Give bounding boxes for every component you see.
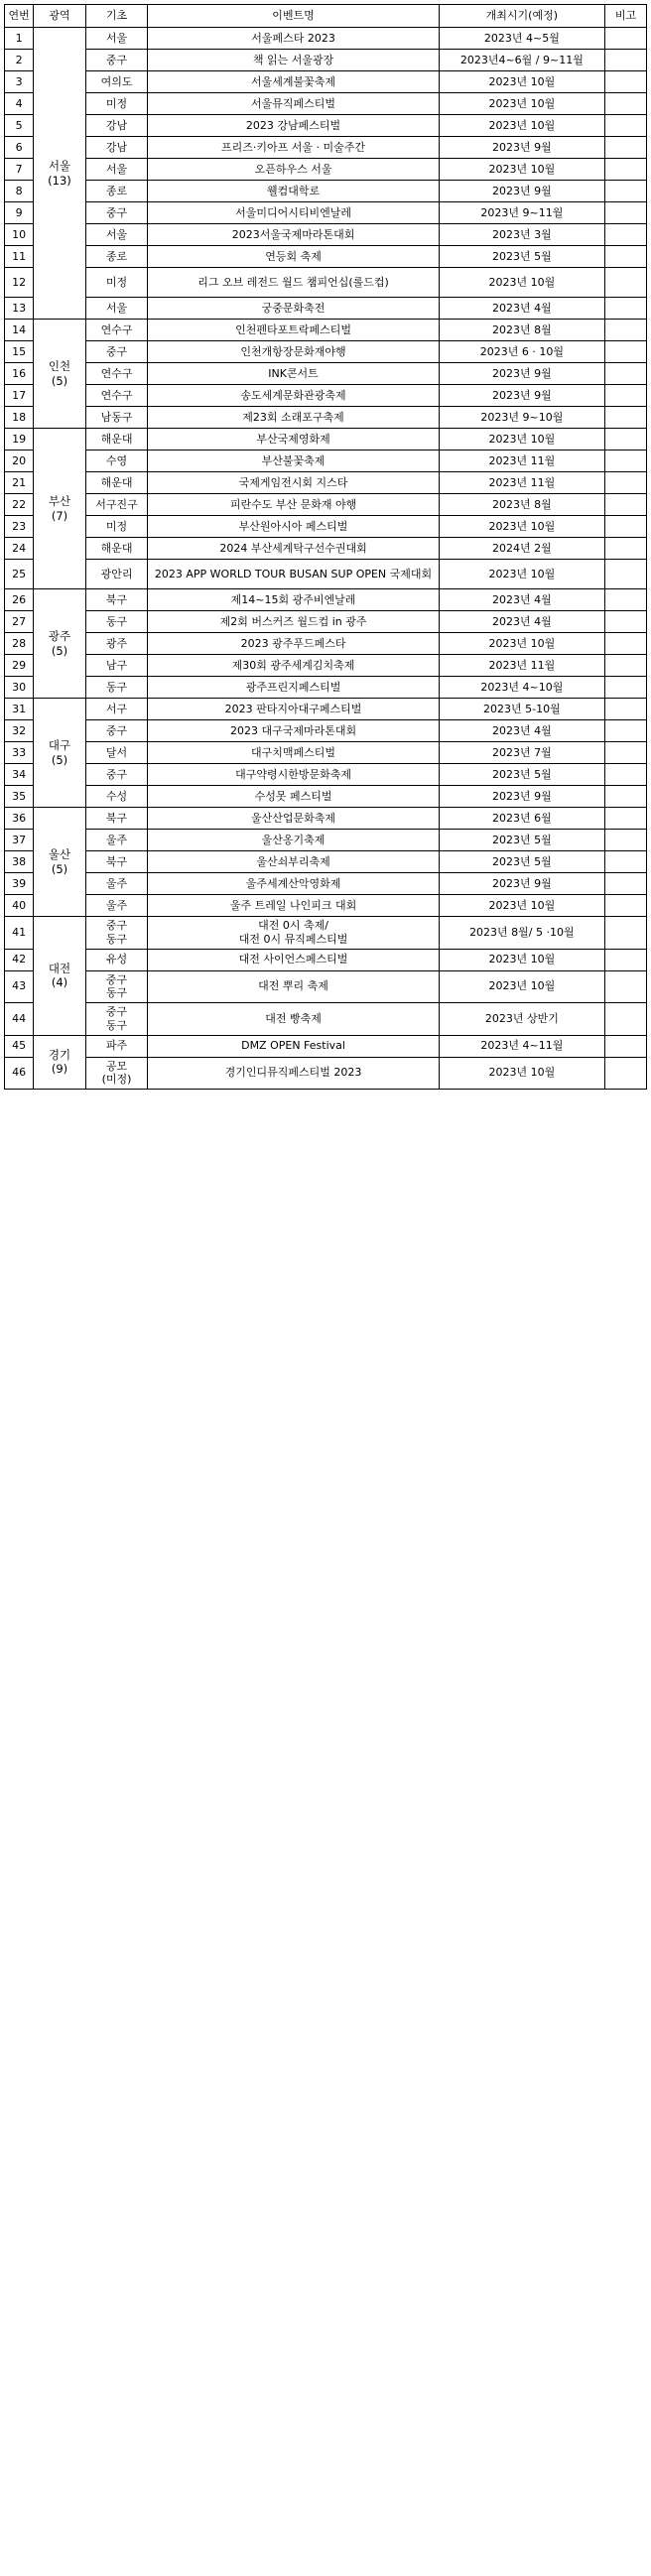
cell-date: 2023년 4~5월 [439,28,605,50]
table-row [5,28,647,50]
cell-date: 2023년 9월 [439,181,605,202]
table-row [5,764,647,786]
cell-date: 2023년 9월 [439,137,605,159]
cell-note [605,949,647,970]
cell-note [605,341,647,363]
cell-note [605,917,647,950]
cell-name: 서울페스타 2023 [148,28,439,50]
table-row [5,429,647,451]
table-row [5,1003,647,1036]
table-row [5,970,647,1003]
cell-no: 28 [5,633,34,655]
cell-local: 강남 [85,115,148,137]
cell-note [605,742,647,764]
cell-note [605,1057,647,1090]
cell-region: 부산 (7) [34,429,85,589]
cell-name: 수성못 페스티벌 [148,786,439,808]
cell-no: 7 [5,159,34,181]
cell-local: 미정 [85,516,148,538]
cell-name: 인천개항장문화재야행 [148,341,439,363]
cell-date: 2023년 8월 [439,494,605,516]
cell-local: 미정 [85,268,148,298]
cell-local: 종로 [85,181,148,202]
cell-local: 남구 [85,655,148,677]
cell-name: 인천펜타포트락페스티벌 [148,320,439,341]
table-row [5,71,647,93]
cell-name: 부산불꽃축제 [148,451,439,472]
cell-region: 인천 (5) [34,320,85,429]
cell-local: 중구 동구 [85,970,148,1003]
cell-note [605,246,647,268]
cell-no: 41 [5,917,34,950]
cell-local: 광안리 [85,560,148,589]
col-header-local: 기초 [85,5,148,28]
cell-note [605,895,647,917]
cell-date: 2023년 10월 [439,970,605,1003]
table-row [5,137,647,159]
cell-date: 2023년 4~11월 [439,1035,605,1057]
table-row [5,633,647,655]
table-row [5,1057,647,1090]
cell-no: 21 [5,472,34,494]
cell-no: 29 [5,655,34,677]
table-row [5,407,647,429]
cell-note [605,851,647,873]
table-row [5,93,647,115]
table-row [5,472,647,494]
cell-local: 해운대 [85,472,148,494]
cell-local: 여의도 [85,71,148,93]
cell-name: 울주세계산악영화제 [148,873,439,895]
table-row [5,181,647,202]
events-table [4,4,647,1090]
cell-name: DMZ OPEN Festival [148,1035,439,1057]
cell-date: 2023년 10월 [439,429,605,451]
cell-name: 울산옹기축제 [148,830,439,851]
cell-local: 공모 (미정) [85,1057,148,1090]
cell-region: 울산 (5) [34,808,85,917]
cell-date: 2023년 11월 [439,655,605,677]
table-row [5,202,647,224]
table-row [5,720,647,742]
cell-local: 북구 [85,851,148,873]
cell-no: 40 [5,895,34,917]
cell-no: 27 [5,611,34,633]
cell-note [605,764,647,786]
cell-date: 2023년 4월 [439,298,605,320]
cell-name: 연등회 축제 [148,246,439,268]
cell-date: 2023년 4월 [439,589,605,611]
cell-local: 북구 [85,589,148,611]
cell-name: 2023 판타지아대구페스티벌 [148,699,439,720]
cell-local: 수성 [85,786,148,808]
cell-name: 대구치맥페스티벌 [148,742,439,764]
cell-date: 2023년 6월 [439,808,605,830]
cell-local: 서구 [85,699,148,720]
cell-no: 38 [5,851,34,873]
cell-date: 2023년 10월 [439,1057,605,1090]
cell-no: 1 [5,28,34,50]
cell-date: 2023년 10월 [439,516,605,538]
cell-no: 26 [5,589,34,611]
table-row [5,560,647,589]
col-header-date: 개최시기(예정) [439,5,605,28]
table-row [5,363,647,385]
cell-local: 중구 [85,202,148,224]
cell-date: 2023년 9월 [439,363,605,385]
cell-note [605,611,647,633]
cell-local: 강남 [85,137,148,159]
cell-name: 울산쇠부리축제 [148,851,439,873]
cell-no: 44 [5,1003,34,1036]
cell-local: 달서 [85,742,148,764]
cell-date: 2023년 4월 [439,611,605,633]
cell-no: 37 [5,830,34,851]
cell-note [605,830,647,851]
table-row [5,895,647,917]
cell-name: 서울미디어시티비엔날레 [148,202,439,224]
cell-local: 미정 [85,93,148,115]
cell-local: 중구 [85,50,148,71]
cell-note [605,28,647,50]
table-body [5,28,647,1090]
cell-date: 2023년 상반기 [439,1003,605,1036]
cell-note [605,1035,647,1057]
table-row [5,224,647,246]
cell-date: 2023년 11월 [439,451,605,472]
cell-name: 2023 강남페스티벌 [148,115,439,137]
cell-name: 광주프린지페스티벌 [148,677,439,699]
cell-date: 2023년 10월 [439,560,605,589]
table-row [5,786,647,808]
cell-note [605,1003,647,1036]
cell-date: 2023년 5월 [439,830,605,851]
cell-note [605,320,647,341]
cell-local: 종로 [85,246,148,268]
table-row [5,851,647,873]
cell-no: 19 [5,429,34,451]
cell-date: 2024년 2월 [439,538,605,560]
cell-note [605,655,647,677]
cell-no: 20 [5,451,34,472]
cell-local: 동구 [85,611,148,633]
cell-note [605,472,647,494]
col-header-note: 비고 [605,5,647,28]
cell-note [605,50,647,71]
table-row [5,538,647,560]
cell-local: 서울 [85,224,148,246]
cell-no: 11 [5,246,34,268]
cell-name: 궁중문화축전 [148,298,439,320]
cell-note [605,202,647,224]
cell-name: 서울뮤직페스티벌 [148,93,439,115]
cell-name: 대구약령시한방문화축제 [148,764,439,786]
cell-date: 2023년 10월 [439,71,605,93]
cell-no: 31 [5,699,34,720]
cell-note [605,159,647,181]
table-row [5,611,647,633]
table-row [5,451,647,472]
cell-no: 34 [5,764,34,786]
table-row [5,1035,647,1057]
cell-name: 피란수도 부산 문화재 야행 [148,494,439,516]
table-row [5,677,647,699]
cell-name: 울주 트레일 나인피크 대회 [148,895,439,917]
table-row [5,268,647,298]
cell-name: 대전 뿌리 축제 [148,970,439,1003]
cell-region: 대구 (5) [34,699,85,808]
cell-no: 18 [5,407,34,429]
cell-date: 2023년 8월 [439,320,605,341]
cell-local: 울주 [85,895,148,917]
cell-name: 웰컴대학로 [148,181,439,202]
cell-local: 동구 [85,677,148,699]
cell-name: 부산원아시아 페스티벌 [148,516,439,538]
col-header-name: 이벤트명 [148,5,439,28]
cell-name: 제30회 광주세계김치축제 [148,655,439,677]
cell-name: 서울세계불꽃축제 [148,71,439,93]
cell-local: 서구진구 [85,494,148,516]
cell-date: 2023년 10월 [439,268,605,298]
cell-region: 경기 (9) [34,1035,85,1090]
cell-no: 6 [5,137,34,159]
cell-note [605,560,647,589]
cell-local: 중구 동구 [85,1003,148,1036]
cell-local: 해운대 [85,429,148,451]
table-row [5,699,647,720]
cell-note [605,71,647,93]
cell-date: 2023년 5월 [439,246,605,268]
cell-date: 2023년 4월 [439,720,605,742]
cell-date: 2023년 9월 [439,873,605,895]
cell-local: 중구 동구 [85,917,148,950]
cell-no: 24 [5,538,34,560]
cell-local: 울주 [85,830,148,851]
cell-note [605,224,647,246]
table-row [5,50,647,71]
cell-name: 2023 APP WORLD TOUR BUSAN SUP OPEN 국제대회 [148,560,439,589]
cell-local: 서울 [85,159,148,181]
cell-no: 8 [5,181,34,202]
cell-no: 45 [5,1035,34,1057]
cell-name: 송도세계문화관광축제 [148,385,439,407]
cell-no: 16 [5,363,34,385]
cell-note [605,385,647,407]
cell-note [605,720,647,742]
table-row [5,655,647,677]
cell-name: 프리즈·키아프 서울 · 미술주간 [148,137,439,159]
cell-no: 2 [5,50,34,71]
table-row [5,494,647,516]
cell-local: 유성 [85,949,148,970]
cell-no: 17 [5,385,34,407]
cell-note [605,93,647,115]
cell-note [605,429,647,451]
cell-date: 2023년 7월 [439,742,605,764]
cell-note [605,407,647,429]
cell-note [605,699,647,720]
table-row [5,341,647,363]
table-header-row [5,5,647,28]
cell-no: 22 [5,494,34,516]
cell-date: 2023년 4~10월 [439,677,605,699]
cell-date: 2023년 11월 [439,472,605,494]
table-row [5,830,647,851]
cell-date: 2023년 10월 [439,115,605,137]
cell-note [605,873,647,895]
cell-no: 35 [5,786,34,808]
cell-date: 2023년 10월 [439,949,605,970]
cell-local: 광주 [85,633,148,655]
cell-no: 9 [5,202,34,224]
table-row [5,873,647,895]
table-row [5,742,647,764]
cell-date: 2023년4~6월 / 9~11월 [439,50,605,71]
cell-note [605,181,647,202]
cell-date: 2023년 10월 [439,895,605,917]
cell-no: 46 [5,1057,34,1090]
cell-local: 북구 [85,808,148,830]
cell-note [605,970,647,1003]
cell-name: 대전 0시 축제/ 대전 0시 뮤직페스티벌 [148,917,439,950]
cell-name: 2023 대구국제마라톤대회 [148,720,439,742]
cell-note [605,538,647,560]
cell-note [605,786,647,808]
col-header-region: 광역 [34,5,85,28]
cell-local: 수영 [85,451,148,472]
cell-no: 13 [5,298,34,320]
cell-note [605,677,647,699]
cell-local: 울주 [85,873,148,895]
cell-no: 12 [5,268,34,298]
cell-name: 2024 부산세계탁구선수권대회 [148,538,439,560]
table-row [5,159,647,181]
cell-region: 서울 (13) [34,28,85,320]
cell-no: 4 [5,93,34,115]
cell-name: INK콘서트 [148,363,439,385]
col-header-no: 연번 [5,5,34,28]
cell-local: 연수구 [85,320,148,341]
cell-date: 2023년 10월 [439,633,605,655]
cell-note [605,516,647,538]
table-row [5,298,647,320]
cell-date: 2023년 3월 [439,224,605,246]
cell-name: 울산산업문화축제 [148,808,439,830]
table-row [5,949,647,970]
cell-name: 오픈하우스 서울 [148,159,439,181]
cell-local: 파주 [85,1035,148,1057]
cell-region: 광주 (5) [34,589,85,699]
cell-date: 2023년 10월 [439,159,605,181]
cell-date: 2023년 9~10월 [439,407,605,429]
cell-note [605,137,647,159]
cell-name: 제14~15회 광주비엔날레 [148,589,439,611]
cell-note [605,589,647,611]
cell-local: 서울 [85,28,148,50]
cell-date: 2023년 5월 [439,851,605,873]
cell-local: 중구 [85,720,148,742]
cell-name: 제23회 소래포구축제 [148,407,439,429]
cell-no: 33 [5,742,34,764]
table-row [5,516,647,538]
cell-date: 2023년 10월 [439,93,605,115]
cell-name: 대전 빵축제 [148,1003,439,1036]
cell-local: 연수구 [85,385,148,407]
cell-date: 2023년 5-10월 [439,699,605,720]
cell-region: 대전 (4) [34,917,85,1036]
cell-no: 15 [5,341,34,363]
cell-name: 경기인디뮤직페스티벌 2023 [148,1057,439,1090]
cell-date: 2023년 9월 [439,385,605,407]
cell-note [605,494,647,516]
cell-no: 14 [5,320,34,341]
cell-date: 2023년 9~11월 [439,202,605,224]
table-row [5,808,647,830]
cell-no: 43 [5,970,34,1003]
table-row [5,589,647,611]
table-row [5,246,647,268]
cell-no: 36 [5,808,34,830]
table-row [5,917,647,950]
cell-date: 2023년 9월 [439,786,605,808]
cell-note [605,298,647,320]
cell-name: 2023서울국제마라톤대회 [148,224,439,246]
cell-local: 남동구 [85,407,148,429]
cell-local: 중구 [85,341,148,363]
cell-note [605,268,647,298]
table-row [5,320,647,341]
cell-local: 해운대 [85,538,148,560]
cell-name: 국제게임전시회 지스타 [148,472,439,494]
cell-note [605,115,647,137]
cell-no: 39 [5,873,34,895]
cell-date: 2023년 5월 [439,764,605,786]
cell-date: 2023년 8월/ 5 ·10월 [439,917,605,950]
cell-name: 책 읽는 서울광장 [148,50,439,71]
cell-date: 2023년 6 · 10월 [439,341,605,363]
cell-no: 25 [5,560,34,589]
cell-local: 중구 [85,764,148,786]
cell-name: 부산국제영화제 [148,429,439,451]
cell-no: 23 [5,516,34,538]
cell-local: 서울 [85,298,148,320]
cell-no: 10 [5,224,34,246]
cell-note [605,633,647,655]
cell-no: 42 [5,949,34,970]
cell-note [605,363,647,385]
cell-no: 3 [5,71,34,93]
cell-no: 32 [5,720,34,742]
cell-local: 연수구 [85,363,148,385]
table-row [5,385,647,407]
cell-note [605,808,647,830]
cell-note [605,451,647,472]
cell-name: 대전 사이언스페스티벌 [148,949,439,970]
cell-name: 리그 오브 레전드 월드 챔피언십(롤드컵) [148,268,439,298]
table-row [5,115,647,137]
cell-name: 2023 광주푸드페스타 [148,633,439,655]
cell-no: 30 [5,677,34,699]
cell-no: 5 [5,115,34,137]
cell-name: 제2회 버스커즈 월드컵 in 광주 [148,611,439,633]
